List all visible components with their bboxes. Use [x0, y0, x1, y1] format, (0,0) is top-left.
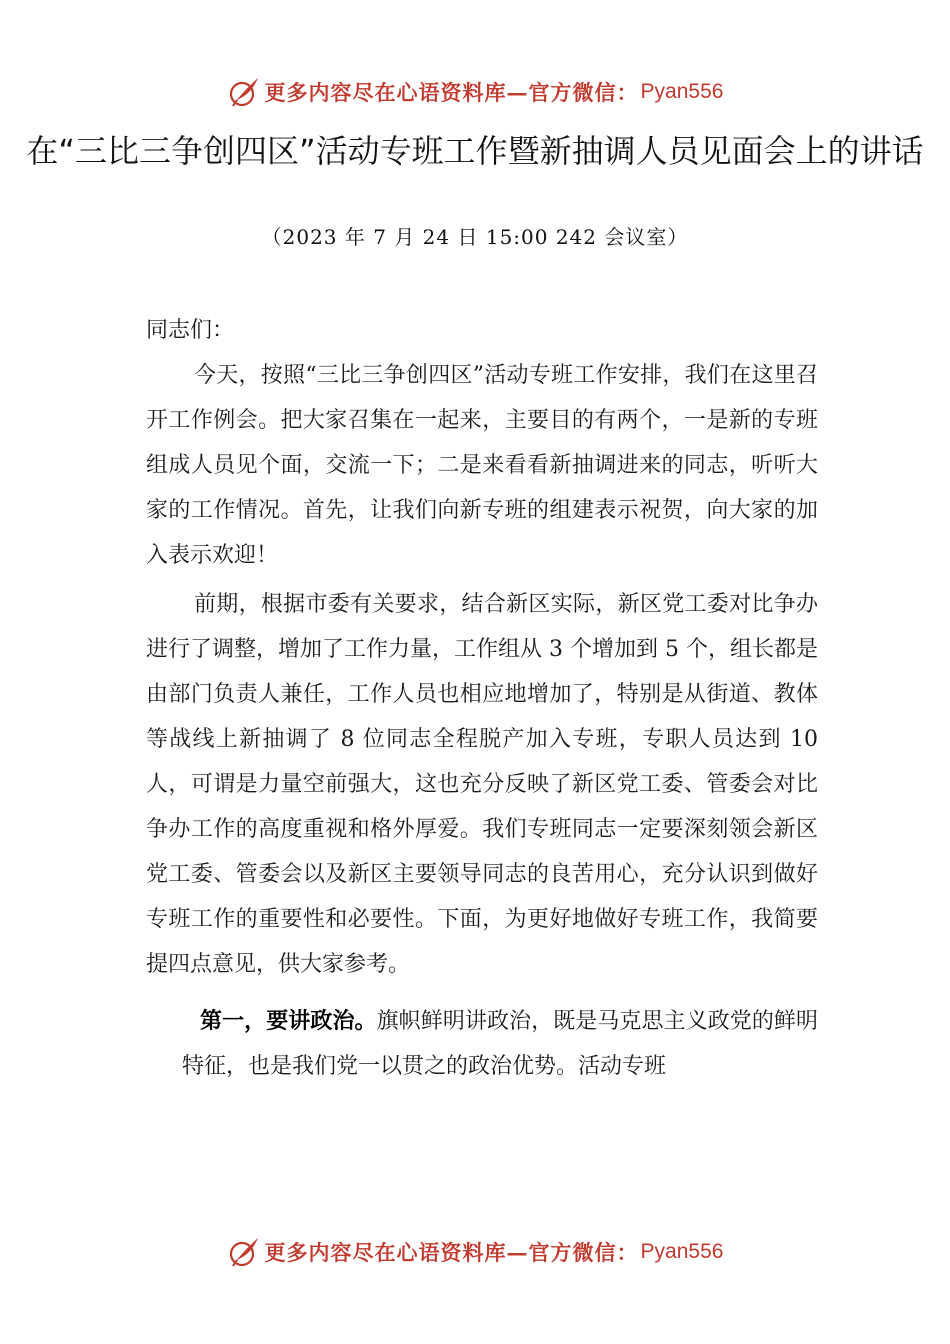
greeting: 同志们：	[146, 318, 235, 343]
paragraph-intro: 今天，按照“三比三争创四区”活动专班工作安排，我们在这里召开工作例会。把大家召集在一起来，主要目的有两个，一是新的专班组成人员见个面，交流一下；二是来看看新抽调进来的同志，听听大家的工作情况。首先，让我们向新专班的组建表示祝贺，向大家的加入表示欢迎！	[146, 363, 818, 568]
paragraph-background: 前期，根据市委有关要求，结合新区实际，新区党工委对比争办进行了调整，增加了工作力量，工作组从 3 个增加到 5 个，组长都是由部门负责人兼任，工作人员也相应地增加了，特别是从街道、教体等战线上新抽调了 8 位同志全程脱产加入专班，专职人员达到 10 人，可谓是力量空前强大，这也充分反映了新区党工委、管委会对比争办工作的高度重视和格外厚爱。我们专班同志一定要深刻领会新区党工委、管委会以及新区主要领导同志的良苦用心，充分认识到做好专班工作的重要性和必要性。下面，为更好地做好专班工作，我简要提四点意见，供大家参考。	[146, 592, 818, 977]
paragraph-point-one	[146, 999, 818, 1089]
point-one-text: 旗帜鲜明讲政治，既是马克思主义政党的鲜明特征，也是我们党一以贯之的政治优势。活动专班	[182, 1009, 818, 1079]
page-subtitle: （2023 年 7 月 24 日 15:00 242 会议室）	[261, 225, 689, 249]
banner-text: 更多内容尽在心语资料库—官方微信：	[264, 1240, 639, 1265]
footer-banner	[0, 1230, 950, 1274]
point-one-lead: 第一，要讲政治。	[200, 1009, 377, 1034]
document-body	[146, 308, 818, 1089]
page-title: 在“三比三争创四区”活动专班工作暨新抽调人员见面会上的讲话	[26, 132, 924, 170]
header-banner	[0, 70, 950, 114]
quill-logo-icon	[227, 75, 261, 109]
banner-text: 更多内容尽在心语资料库—官方微信：	[264, 80, 639, 105]
quill-logo-icon	[227, 1235, 261, 1269]
banner-wechat-id: Pyan556	[640, 80, 724, 103]
banner-wechat-id: Pyan556	[640, 1240, 724, 1263]
